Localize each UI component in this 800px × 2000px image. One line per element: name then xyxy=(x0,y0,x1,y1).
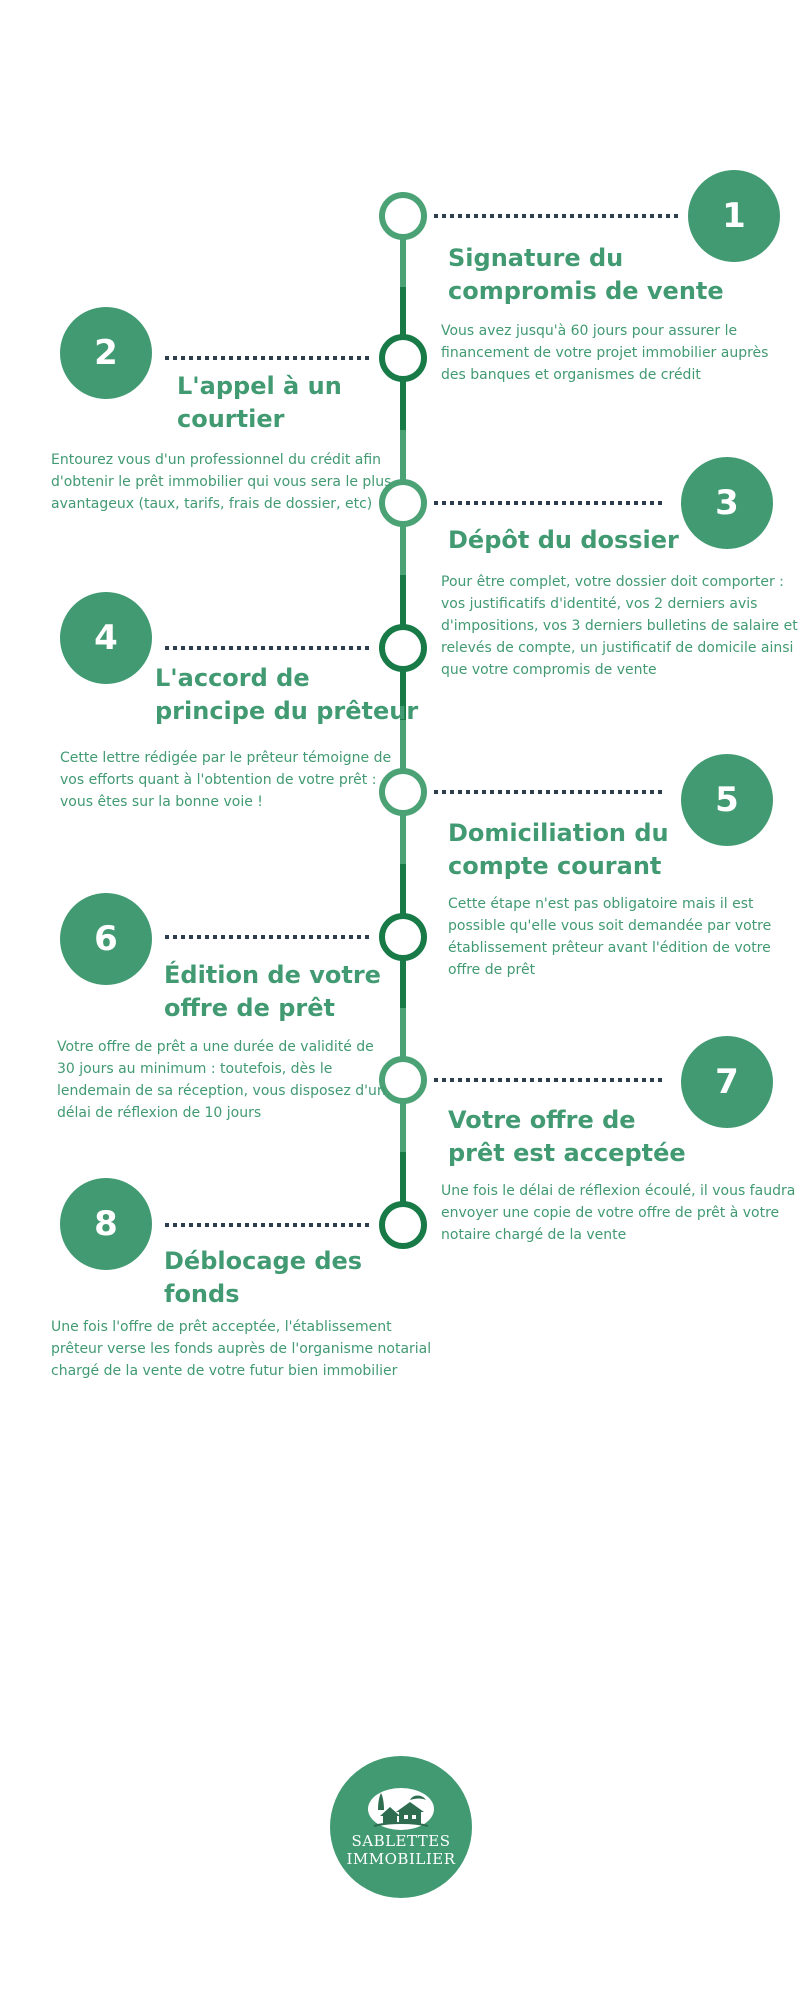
step-1-number-badge: 1 xyxy=(688,170,780,262)
step-description-line: Vous avez jusqu'à 60 jours pour assurer le xyxy=(441,323,738,339)
step-description-line: vos justificatifs d'identité, vos 2 derniers avis xyxy=(441,596,758,612)
timeline-node-1 xyxy=(382,195,424,237)
step-description-line: Entourez vous d'un professionnel du crédit afin xyxy=(51,452,382,468)
step-title-line: Édition de votre xyxy=(164,961,381,989)
step-3-description xyxy=(441,571,798,681)
step-title-line: Votre offre de xyxy=(448,1106,636,1134)
step-title-line: L'appel à un xyxy=(177,372,342,400)
step-description-line: Cette lettre rédigée par le prêteur témoigne de xyxy=(60,750,392,766)
logo xyxy=(330,1756,472,1898)
step-5-description xyxy=(448,893,778,981)
step-3-number-badge: 3 xyxy=(681,457,773,549)
step-description-line: Une fois l'offre de prêt acceptée, l'établissement xyxy=(51,1319,392,1335)
step-5-number-badge: 5 xyxy=(681,754,773,846)
step-description-line: des banques et organismes de crédit xyxy=(441,367,701,383)
step-2-number-badge: 2 xyxy=(60,307,152,399)
step-description-line: vous êtes sur la bonne voie ! xyxy=(60,794,263,810)
step-title-line: Signature du xyxy=(448,244,624,272)
step-4-description xyxy=(60,747,390,813)
step-2-description xyxy=(51,449,391,515)
step-description-line: Votre offre de prêt a une durée de validité de xyxy=(57,1039,374,1055)
step-description-line: établissement prêteur avant l'édition de votre xyxy=(448,940,771,956)
step-description-line: notaire chargé de la vente xyxy=(441,1227,627,1243)
step-1-description xyxy=(441,320,781,386)
step-6-description xyxy=(57,1036,387,1124)
step-6-title xyxy=(164,959,381,1025)
step-2-title xyxy=(177,370,342,436)
timeline-node-6 xyxy=(382,916,424,958)
step-title-line: offre de prêt xyxy=(164,994,335,1022)
step-description-line: lendemain de sa réception, vous disposez d'un xyxy=(57,1083,386,1099)
house-landscape-icon xyxy=(366,1786,436,1832)
step-description-line: avantageux (taux, tarifs, frais de dossier, etc) xyxy=(51,496,373,512)
step-description-line: 30 jours au minimum : toutefois, dès le xyxy=(57,1061,333,1077)
step-title-line: L'accord de xyxy=(155,664,310,692)
step-7-title xyxy=(448,1104,686,1170)
step-description-line: d'obtenir le prêt immobilier qui vous sera le plus xyxy=(51,474,392,490)
step-description-line: chargé de la vente de votre futur bien immobilier xyxy=(51,1363,398,1379)
step-1-title xyxy=(448,242,724,308)
step-description-line: Pour être complet, votre dossier doit comporter : xyxy=(441,574,784,590)
step-title-line: compte courant xyxy=(448,852,662,880)
step-8-title xyxy=(164,1245,362,1311)
step-description-line: relevés de compte, un justificatif de domicile ainsi xyxy=(441,640,794,656)
logo-text-line2: IMMOBILIER xyxy=(346,1850,456,1868)
step-title-line: compromis de vente xyxy=(448,277,724,305)
step-description-line: envoyer une copie de votre offre de prêt à votre xyxy=(441,1205,780,1221)
step-3-title xyxy=(448,524,679,557)
step-5-title xyxy=(448,817,669,883)
step-description-line: offre de prêt xyxy=(448,962,536,978)
timeline-node-2 xyxy=(382,337,424,379)
step-8-description xyxy=(51,1316,432,1382)
step-description-line: d'impositions, vos 3 derniers bulletins de salaire et xyxy=(441,618,798,634)
timeline-node-8 xyxy=(382,1204,424,1246)
step-8-number-badge: 8 xyxy=(60,1178,152,1270)
step-title-line: principe du prêteur xyxy=(155,697,419,725)
step-description-line: Cette étape n'est pas obligatoire mais il est xyxy=(448,896,754,912)
step-description-line: délai de réflexion de 10 jours xyxy=(57,1105,262,1121)
step-7-number-badge: 7 xyxy=(681,1036,773,1128)
step-7-description xyxy=(441,1180,796,1246)
step-4-number-badge: 4 xyxy=(60,592,152,684)
step-description-line: possible qu'elle vous soit demandée par votre xyxy=(448,918,772,934)
step-description-line: prêteur verse les fonds auprès de l'organisme notarial xyxy=(51,1341,432,1357)
step-title-line: Déblocage des xyxy=(164,1247,363,1275)
step-title-line: fonds xyxy=(164,1280,240,1308)
step-title-line: Domiciliation du xyxy=(448,819,669,847)
step-title-line: Dépôt du dossier xyxy=(448,526,679,554)
step-title-line: courtier xyxy=(177,405,285,433)
step-description-line: Une fois le délai de réflexion écoulé, il vous faudra xyxy=(441,1183,796,1199)
step-description-line: que votre compromis de vente xyxy=(441,662,657,678)
step-6-number-badge: 6 xyxy=(60,893,152,985)
step-title-line: prêt est acceptée xyxy=(448,1139,686,1167)
step-description-line: financement de votre projet immobilier auprès xyxy=(441,345,769,361)
timeline-node-7 xyxy=(382,1059,424,1101)
step-description-line: vos efforts quant à l'obtention de votre prêt : xyxy=(60,772,377,788)
step-4-title xyxy=(155,662,418,728)
logo-text-line1: SABLETTES xyxy=(351,1832,451,1850)
